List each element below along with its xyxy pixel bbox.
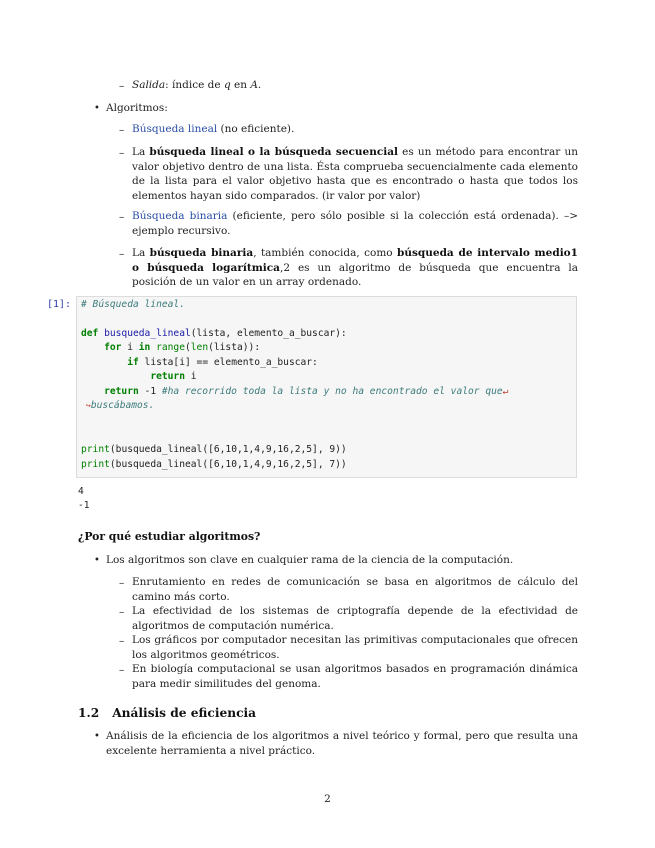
dash-marker: – — [119, 80, 125, 92]
dash-marker: – — [119, 606, 125, 618]
bullet-marker: • — [94, 555, 100, 566]
link-busqueda-binaria[interactable]: Búsqueda binaria — [132, 210, 228, 222]
link-busqueda-lineal[interactable]: Búsqueda lineal — [132, 123, 218, 135]
list-item: Los algoritmos son clave en cualquier rama de la ciencia de la computación. — [106, 554, 514, 566]
dash-marker: – — [119, 577, 125, 589]
page-number: 2 — [324, 793, 331, 805]
section-heading — [78, 706, 256, 720]
cell-output-line: -1 — [78, 500, 90, 511]
line-wrap-icon: ↵ — [502, 386, 509, 397]
dash-marker: – — [119, 124, 125, 136]
list-item: En biología computacional se usan algoritmos basados en programación dinámica para medir similitudes del genoma. — [132, 663, 578, 690]
list-item: Los gráficos por computador necesitan las primitivas computacionales que ofrecen los algoritmos geométricos. — [132, 634, 578, 661]
bullet-marker: • — [94, 103, 100, 114]
code-line: print(busqueda_lineal([6,10,1,4,9,16,2,5], 9)) — [81, 444, 347, 455]
dash-marker: – — [119, 635, 125, 647]
list-item: Análisis de la eficiencia de los algoritmos a nivel teórico y formal, pero que resulta una excelente herramienta a nivel práctico. — [106, 730, 578, 757]
dash-marker: – — [119, 211, 125, 223]
list-item: La búsqueda lineal o la búsqueda secuencial es un método para encontrar un valor objetivo dentro de una lista. Ésta comprueba secuencialmente cada elemento de la lista para el valor objetivo hasta que es encontrado o hasta que todos los elementos hayan sido comparados. (ir valor por valor) — [132, 146, 578, 202]
code-line: return i — [150, 371, 197, 382]
code-line: return -1 #ha recorrido toda la lista y no ha encontrado el valor que↵ — [104, 386, 509, 397]
salida-line: Salida: índice de q en A. — [132, 79, 262, 91]
list-item: Búsqueda binaria (eficiente, pero sólo posible si la colección está ordenada). –> ejemplo recursivo. — [132, 210, 578, 237]
list-item: Enrutamiento en redes de comunicación se basa en algoritmos de cálculo del camino más corto. — [132, 576, 578, 603]
list-item: Búsqueda lineal (no eficiente). — [132, 123, 295, 135]
code-line: # Búsqueda lineal. — [81, 299, 185, 310]
code-line: ↪buscábamos. — [86, 400, 155, 411]
section-number: 1.2 — [78, 706, 100, 720]
section-title: Análisis de eficiencia — [112, 706, 257, 720]
code-line: if lista[i] == elemento_a_buscar: — [127, 357, 318, 368]
line-continue-icon: ↪ — [86, 401, 91, 410]
list-item: La búsqueda binaria, también conocida, como búsqueda de intervalo medio1 o búsqueda logarítmica,2 es un algoritmo de búsqueda que encuentra la posición de un valor en un array ordenado. — [132, 247, 579, 289]
code-line: print(busqueda_lineal([6,10,1,4,9,16,2,5], 7)) — [81, 459, 347, 470]
bullet-marker: • — [94, 731, 100, 742]
dash-marker: – — [119, 664, 125, 676]
list-item: La efectividad de los sistemas de criptografía depende de la efectividad de algoritmos de computación numérica. — [132, 605, 578, 632]
algoritmos-heading: Algoritmos: — [106, 102, 168, 114]
cell-output-line: 4 — [78, 486, 84, 497]
salida-label: Salida — [132, 79, 166, 91]
dash-marker: – — [119, 147, 125, 159]
subheading: ¿Por qué estudiar algoritmos? — [78, 530, 261, 543]
code-line: def busqueda_lineal(lista, elemento_a_buscar): — [81, 328, 347, 339]
cell-prompt: [1]: — [47, 299, 72, 310]
dash-marker: – — [119, 248, 125, 260]
code-line: for i in range(len(lista)): — [104, 342, 261, 353]
